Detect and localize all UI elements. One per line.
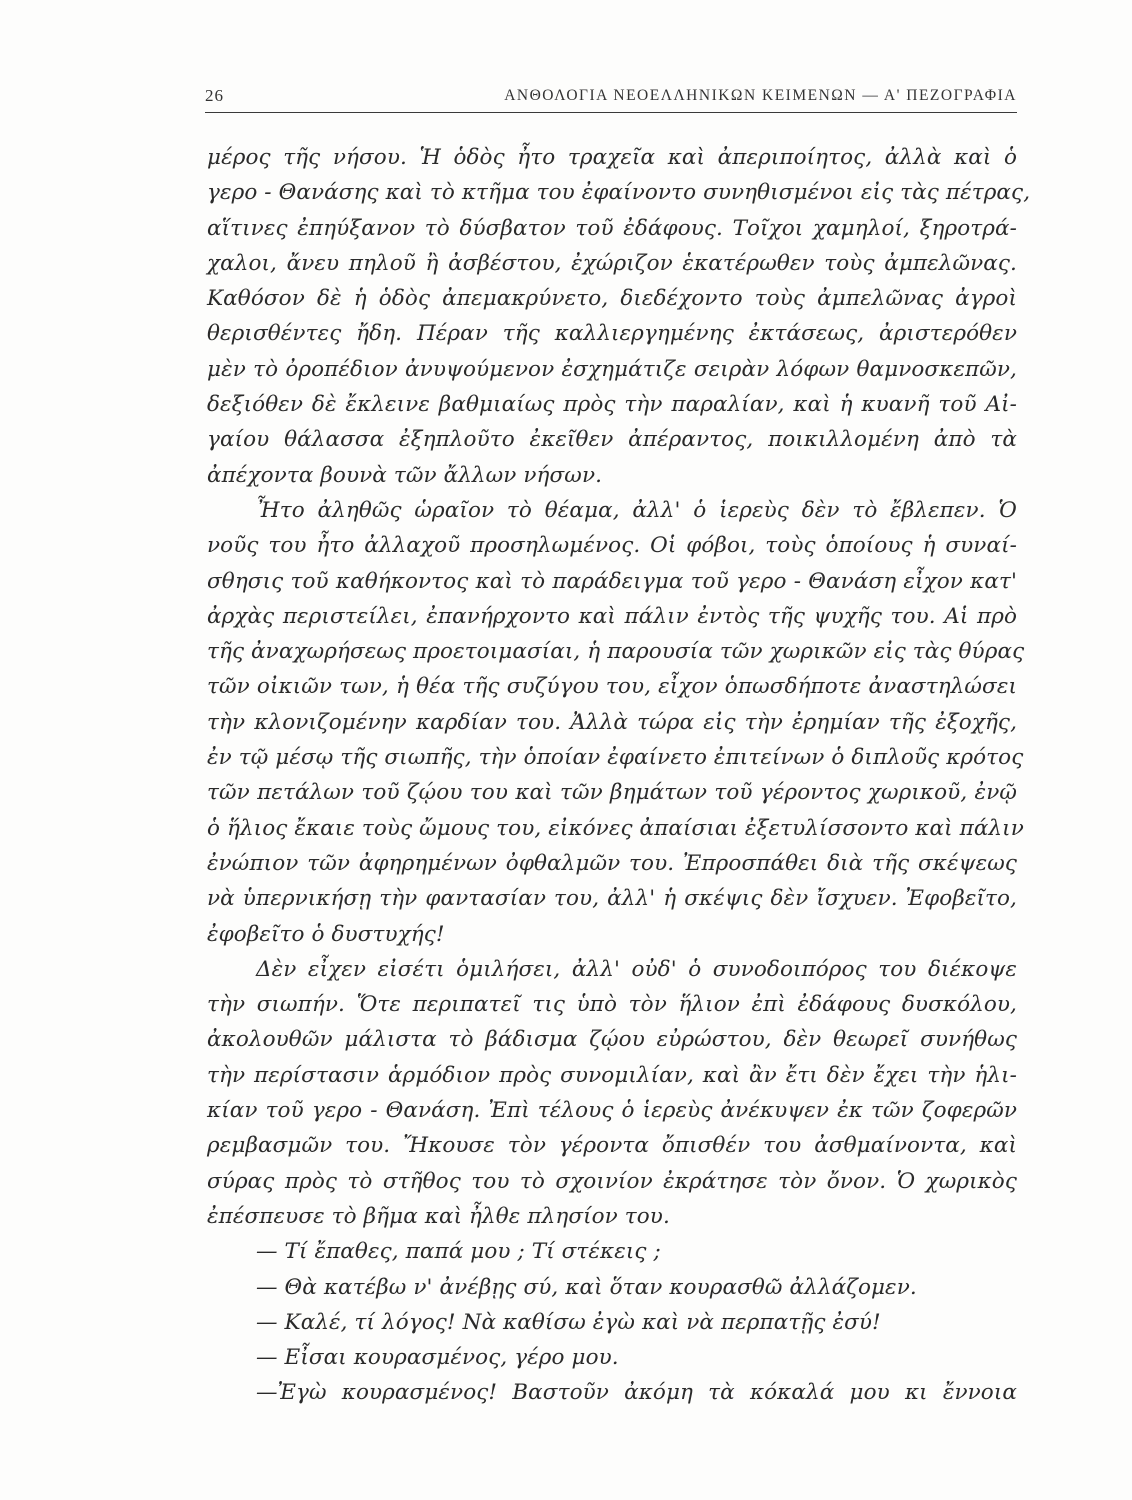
text-line: τὴν σιωπήν. Ὅτε περιπατεῖ τις ὑπὸ τὸν ἥλιον ἐπὶ ἐδάφους δυσκόλου, xyxy=(207,992,1017,1018)
text-line: δεξιόθεν δὲ ἔκλεινε βαθμιαίως πρὸς τὴν παραλίαν, καὶ ἡ κυανῆ τοῦ Αἰ- xyxy=(207,392,1017,418)
text-line: μέρος τῆς νήσου. Ἡ ὁδὸς ἦτο τραχεῖα καὶ ἀπεριποίητος, ἀλλὰ καὶ ὁ xyxy=(207,145,1017,170)
dialogue-line: — Εἶσαι κουρασμένος, γέρο μου. xyxy=(256,1345,619,1371)
text-line: σθησις τοῦ καθήκοντος καὶ τὸ παράδειγμα τοῦ γερο - Θανάση εἶχον κατ' xyxy=(207,568,1017,594)
text-line: τῶν πετάλων τοῦ ζῴου του καὶ τῶν βημάτων τοῦ γέροντος χωρικοῦ, ἐνῷ xyxy=(207,780,1017,806)
text-line: ἐν τῷ μέσῳ τῆς σιωπῆς, τὴν ὁποίαν ἐφαίνετο ἐπιτείνων ὁ διπλοῦς κρότος xyxy=(207,745,1024,771)
text-line: ἀρχὰς περιστείλει, ἐπανήρχοντο καὶ πάλιν ἐντὸς τῆς ψυχῆς του. Αἱ πρὸ xyxy=(207,603,1017,629)
dialogue-line: —Ἐγὼ κουρασμένος! Βαστοῦν ἀκόμη τὰ κόκαλά μου κι ἔννοια xyxy=(256,1380,1017,1406)
paragraph-first-line: Δὲν εἶχεν εἰσέτι ὁμιλήσει, ἀλλ' οὐδ' ὁ συνοδοιπόρος του διέκοψε xyxy=(256,956,1017,982)
text-line: νοῦς του ἦτο ἀλλαχοῦ προσηλωμένος. Οἱ φόβοι, τοὺς ὁποίους ἡ συναί- xyxy=(207,533,1017,559)
text-line: ἐνώπιον τῶν ἀφηρημένων ὀφθαλμῶν του. Ἐπροσπάθει διὰ τῆς σκέψεως xyxy=(207,850,1017,876)
paragraph-first-line: Ἦτο ἀληθῶς ὡραῖον τὸ θέαμα, ἀλλ' ὁ ἱερεὺς δὲν τὸ ἔβλεπεν. Ὁ xyxy=(256,497,1017,523)
running-title: ΑΝΘΟΛΟΓΙΑ ΝΕΟΕΛΛΗΝΙΚΩΝ ΚΕΙΜΕΝΩΝ — Α' ΠΕΖΟΓΡΑΦΙΑ xyxy=(504,87,1017,104)
text-line: τῶν οἰκιῶν των, ἡ θέα τῆς συζύγου του, εἶχον ὁπωσδήποτε ἀναστηλώσει xyxy=(207,674,1017,700)
text-line: γερο - Θανάσης καὶ τὸ κτῆμα του ἐφαίνοντο συνηθισμένοι εἰς τὰς πέτρας, xyxy=(207,180,1031,206)
text-line: ἀκολουθῶν μάλιστα τὸ βάδισμα ζῴου εὐρώστου, δὲν θεωρεῖ συνήθως xyxy=(207,1027,1017,1053)
text-line: γαίου θάλασσα ἐξηπλοῦτο ἐκεῖθεν ἀπέραντος, ποικιλλομένη ἀπὸ τὰ xyxy=(207,427,1017,453)
text-line: τὴν κλονιζομένην καρδίαν του. Ἀλλὰ τώρα εἰς τὴν ἐρημίαν τῆς ἐξοχῆς, xyxy=(207,709,1017,735)
text-line: μὲν τὸ ὀροπέδιον ἀνυψούμενον ἐσχημάτιζε σειρὰν λόφων θαμνοσκεπῶν, xyxy=(207,356,1017,382)
running-head xyxy=(205,86,1017,113)
body-text xyxy=(207,140,1031,1411)
text-line: σύρας πρὸς τὸ στῆθος του τὸ σχοινίον ἐκράτησε τὸν ὄνον. Ὁ χωρικὸς xyxy=(207,1168,1017,1194)
text-line: θερισθέντες ἤδη. Πέραν τῆς καλλιεργημένης ἐκτάσεως, ἀριστερόθεν xyxy=(207,321,1017,347)
text-line: τῆς ἀναχωρήσεως προετοιμασίαι, ἡ παρουσία τῶν χωρικῶν εἰς τὰς θύρας xyxy=(207,639,1025,665)
page-number: 26 xyxy=(205,86,224,105)
text-line: νὰ ὑπερνικήσῃ τὴν φαντασίαν του, ἀλλ' ἡ σκέψις δὲν ἴσχυεν. Ἐφοβεῖτο, xyxy=(207,886,1017,912)
text-line: ἀπέχοντα βουνὰ τῶν ἄλλων νήσων. xyxy=(207,462,603,488)
text-line: Καθόσον δὲ ἡ ὁδὸς ἀπεμακρύνετο, διεδέχοντο τοὺς ἀμπελῶνας ἀγροὶ xyxy=(207,286,1017,312)
text-line: αἵτινες ἐπηύξανον τὸ δύσβατον τοῦ ἐδάφους. Τοῖχοι χαμηλοί, ξηροτρά- xyxy=(207,215,1017,241)
text-line: ἐφοβεῖτο ὁ δυστυχής! xyxy=(207,921,445,947)
dialogue-line: — Καλέ, τί λόγος! Νὰ καθίσω ἐγὼ καὶ νὰ περπατῇς ἐσύ! xyxy=(256,1309,881,1335)
dialogue-line: — Τί ἔπαθες, παπά μου ; Τί στέκεις ; xyxy=(256,1239,661,1265)
text-line: ἐπέσπευσε τὸ βῆμα καὶ ἦλθε πλησίον του. xyxy=(207,1203,670,1229)
text-line: κίαν τοῦ γερο - Θανάση. Ἐπὶ τέλους ὁ ἱερεὺς ἀνέκυψεν ἐκ τῶν ζοφερῶν xyxy=(207,1098,1017,1124)
text-line: χαλοι, ἄνευ πηλοῦ ἢ ἀσβέστου, ἐχώριζον ἑκατέρωθεν τοὺς ἀμπελῶνας. xyxy=(207,250,1017,276)
dialogue-line: — Θὰ κατέβω ν' ἀνέβῃς σύ, καὶ ὅταν κουρασθῶ ἀλλάζομεν. xyxy=(256,1274,917,1300)
text-line: ρεμβασμῶν του. Ἤκουσε τὸν γέροντα ὄπισθέν του ἀσθμαίνοντα, καὶ xyxy=(207,1133,1017,1159)
text-line: ὁ ἥλιος ἔκαιε τοὺς ὤμους του, εἰκόνες ἀπαίσιαι ἐξετυλίσσοντο καὶ πάλιν xyxy=(207,815,1024,841)
text-line: τὴν περίστασιν ἁρμόδιον πρὸς συνομιλίαν, καὶ ἂν ἔτι δὲν ἔχει τὴν ἡλι- xyxy=(207,1062,1017,1088)
